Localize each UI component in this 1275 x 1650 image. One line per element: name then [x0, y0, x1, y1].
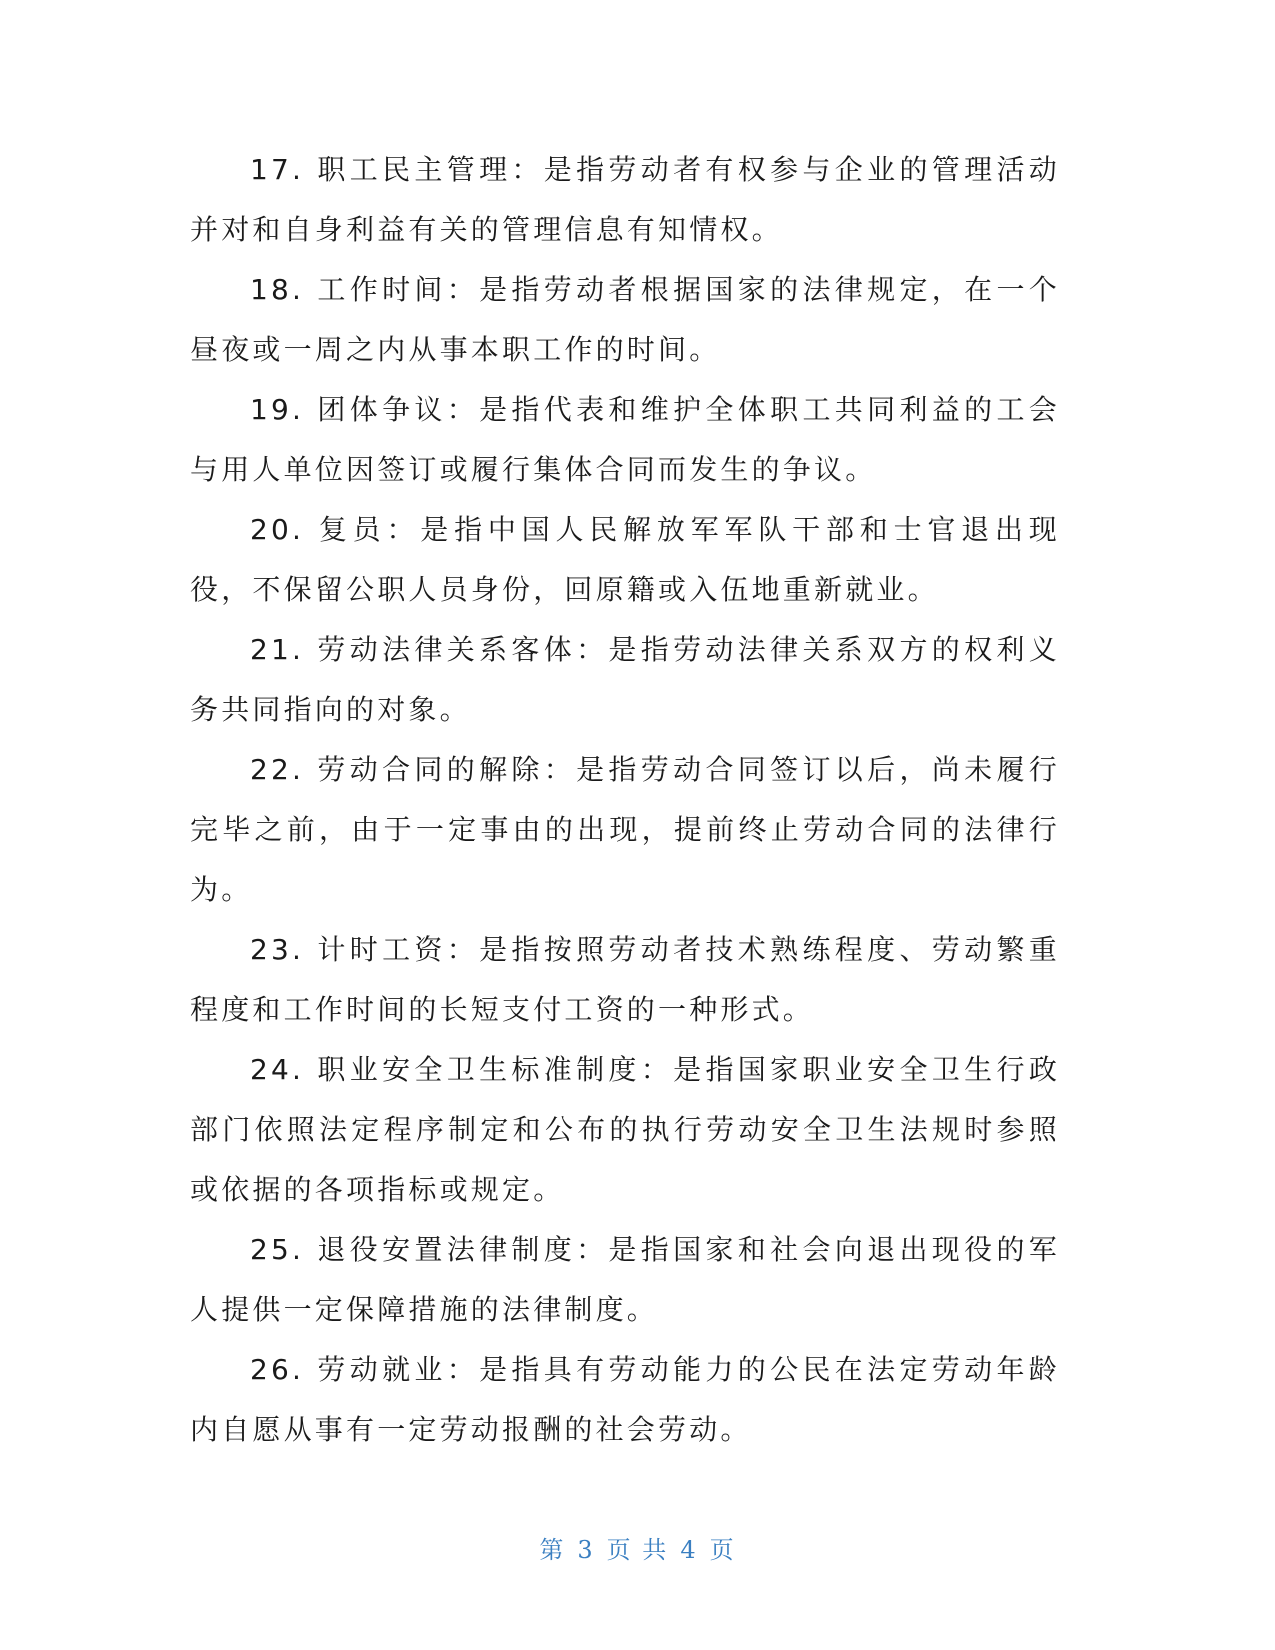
entry-number: 21.: [250, 633, 305, 666]
footer-middle: 页 共: [606, 1536, 669, 1564]
entry-text: 是指国家和社会向退出现役的军人提供一定保障措施的法律制度。: [190, 1233, 1060, 1326]
entry-number: 23.: [250, 933, 305, 966]
entry-number: 22.: [250, 753, 305, 786]
entry-text: 是指具有劳动能力的公民在法定劳动年龄内自愿从事有一定劳动报酬的社会劳动。: [190, 1353, 1060, 1446]
entry-term: 劳动就业：: [317, 1353, 480, 1386]
definition-entry: [190, 1220, 1060, 1340]
entry-term: 劳动法律关系客体：: [317, 633, 609, 666]
definition-entry: [190, 920, 1060, 1040]
entry-number: 19.: [250, 393, 305, 426]
entry-term: 劳动合同的解除：: [317, 753, 577, 786]
definition-entry: [190, 140, 1060, 260]
entry-term: 复员：: [318, 513, 421, 546]
definition-entry: [190, 380, 1060, 500]
page-footer: [0, 1530, 1275, 1565]
entry-term: 退役安置法律制度：: [317, 1233, 609, 1266]
footer-suffix: 页: [709, 1536, 736, 1564]
definition-entry: [190, 260, 1060, 380]
entry-text: 是指代表和维护全体职工共同利益的工会与用人单位因签订或履行集体合同而发生的争议。: [190, 393, 1060, 486]
definition-entry: [190, 620, 1060, 740]
entry-number: 24.: [250, 1053, 305, 1086]
entry-text: 是指中国人民解放军军队干部和士官退出现役，不保留公职人员身份，回原籍或入伍地重新就业。: [190, 513, 1060, 606]
entry-text: 是指按照劳动者技术熟练程度、劳动繁重程度和工作时间的长短支付工资的一种形式。: [190, 933, 1060, 1026]
entry-term: 职工民主管理：: [317, 153, 544, 186]
entry-term: 工作时间：: [317, 273, 480, 306]
footer-page-number: 3: [577, 1536, 595, 1564]
entry-text: 是指劳动者根据国家的法律规定，在一个昼夜或一周之内从事本职工作的时间。: [190, 273, 1060, 366]
definition-entry: [190, 1340, 1060, 1460]
definition-entry: [190, 1040, 1060, 1220]
footer-prefix: 第: [539, 1536, 566, 1564]
entry-number: 26.: [250, 1353, 305, 1386]
footer-total-pages: 4: [680, 1536, 698, 1564]
definition-entry: [190, 740, 1060, 920]
entry-text: 是指劳动者有权参与企业的管理活动并对和自身利益有关的管理信息有知情权。: [190, 153, 1061, 246]
definition-entry: [190, 500, 1060, 620]
entry-text: 是指国家职业安全卫生行政部门依照法定程序制定和公布的执行劳动安全卫生法规时参照或依据的各项指标或规定。: [190, 1053, 1061, 1206]
entry-text: 是指劳动法律关系双方的权利义务共同指向的对象。: [190, 633, 1060, 726]
entry-number: 20.: [250, 513, 305, 546]
entry-number: 25.: [250, 1233, 305, 1266]
entry-text: 是指劳动合同签订以后，尚未履行完毕之前，由于一定事由的出现，提前终止劳动合同的法律行为。: [190, 753, 1060, 906]
entry-term: 计时工资：: [317, 933, 480, 966]
entry-number: 17.: [250, 153, 305, 186]
document-body: [190, 140, 1060, 1460]
entry-term: 职业安全卫生标准制度：: [317, 1053, 674, 1086]
entry-number: 18.: [250, 273, 305, 306]
entry-term: 团体争议：: [317, 393, 480, 426]
